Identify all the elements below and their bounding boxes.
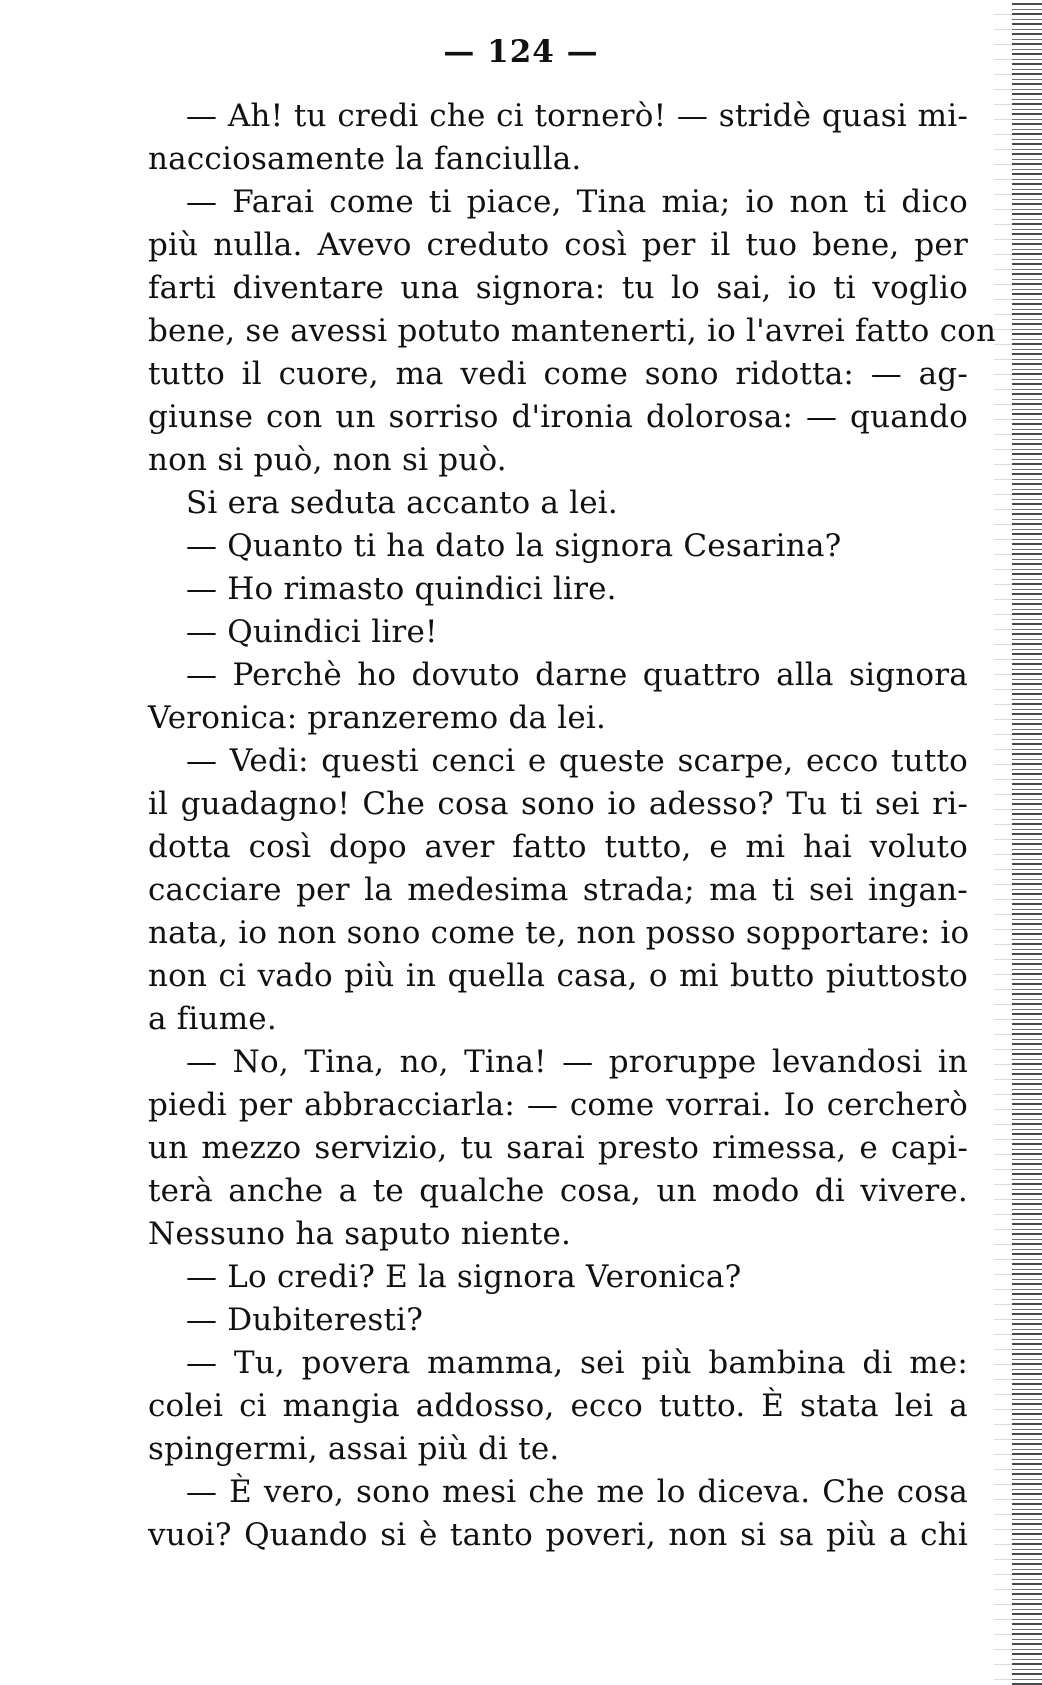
text-line: Nessuno ha saputo niente. (148, 1216, 572, 1252)
text-line: nata, io non sono come te, non posso sopportare: io (148, 915, 970, 951)
text-line: — Vedi: questi cenci e queste scarpe, ecco tutto (186, 743, 968, 779)
text-line: cacciare per la medesima strada; ma ti sei ingan- (148, 872, 968, 908)
text-line: — Perchè ho dovuto darne quattro alla signora (186, 657, 968, 693)
text-line: più nulla. Avevo creduto così per il tuo bene, per (148, 227, 968, 263)
text-line: dotta così dopo aver fatto tutto, e mi hai voluto (148, 829, 968, 865)
text-line: nacciosamente la fanciulla. (148, 141, 582, 177)
text-line: — Quindici lire! (186, 614, 438, 650)
text-line: bene, se avessi potuto mantenerti, io l'avrei fatto con (148, 313, 997, 349)
text-line: farti diventare una signora: tu lo sai, io ti voglio (148, 270, 968, 306)
page-number: — 124 — (443, 34, 599, 70)
text-line: — È vero, sono mesi che me lo diceva. Che cosa (186, 1474, 968, 1510)
page-body-text (148, 95, 997, 1557)
text-line: Veronica: pranzeremo da lei. (148, 700, 607, 736)
text-line: — Ah! tu credi che ci tornerò! — stridè quasi mi- (186, 98, 968, 134)
text-line: — Farai come ti piace, Tina mia; io non ti dico (186, 184, 968, 220)
text-line: piedi per abbracciarla: — come vorrai. Io cercherò (148, 1087, 968, 1123)
text-line: spingermi, assai più di te. (148, 1431, 560, 1467)
text-line: a fiume. (148, 1001, 277, 1037)
text-line: non ci vado più in quella casa, o mi butto piuttosto (148, 958, 968, 994)
text-line: colei ci mangia addosso, ecco tutto. È stata lei a (148, 1388, 968, 1424)
text-line: — Tu, povera mamma, sei più bambina di me: (186, 1345, 968, 1381)
text-line: giunse con un sorriso d'ironia dolorosa: — quando (148, 399, 968, 435)
text-line: tutto il cuore, ma vedi come sono ridotta: — ag- (148, 356, 968, 392)
text-line: — Quanto ti ha dato la signora Cesarina? (186, 528, 842, 564)
text-line: non si può, non si può. (148, 442, 507, 478)
text-line: — No, Tina, no, Tina! — proruppe levandosi in (186, 1044, 968, 1080)
text-line: — Lo credi? E la signora Veronica? (186, 1259, 742, 1295)
text-line: un mezzo servizio, tu sarai presto rimessa, e capi- (148, 1130, 968, 1166)
page-edge-shadow (994, 0, 1012, 1685)
text-line: terà anche a te qualche cosa, un modo di vivere. (148, 1173, 968, 1209)
text-line: il guadagno! Che cosa sono io adesso? Tu ti sei ri- (148, 786, 968, 822)
text-line: — Dubiteresti? (186, 1302, 424, 1338)
scanned-page-edge (1012, 0, 1042, 1685)
text-line: — Ho rimasto quindici lire. (186, 571, 617, 607)
text-line: Si era seduta accanto a lei. (186, 485, 618, 521)
text-line: vuoi? Quando si è tanto poveri, non si sa più a chi (148, 1517, 968, 1553)
